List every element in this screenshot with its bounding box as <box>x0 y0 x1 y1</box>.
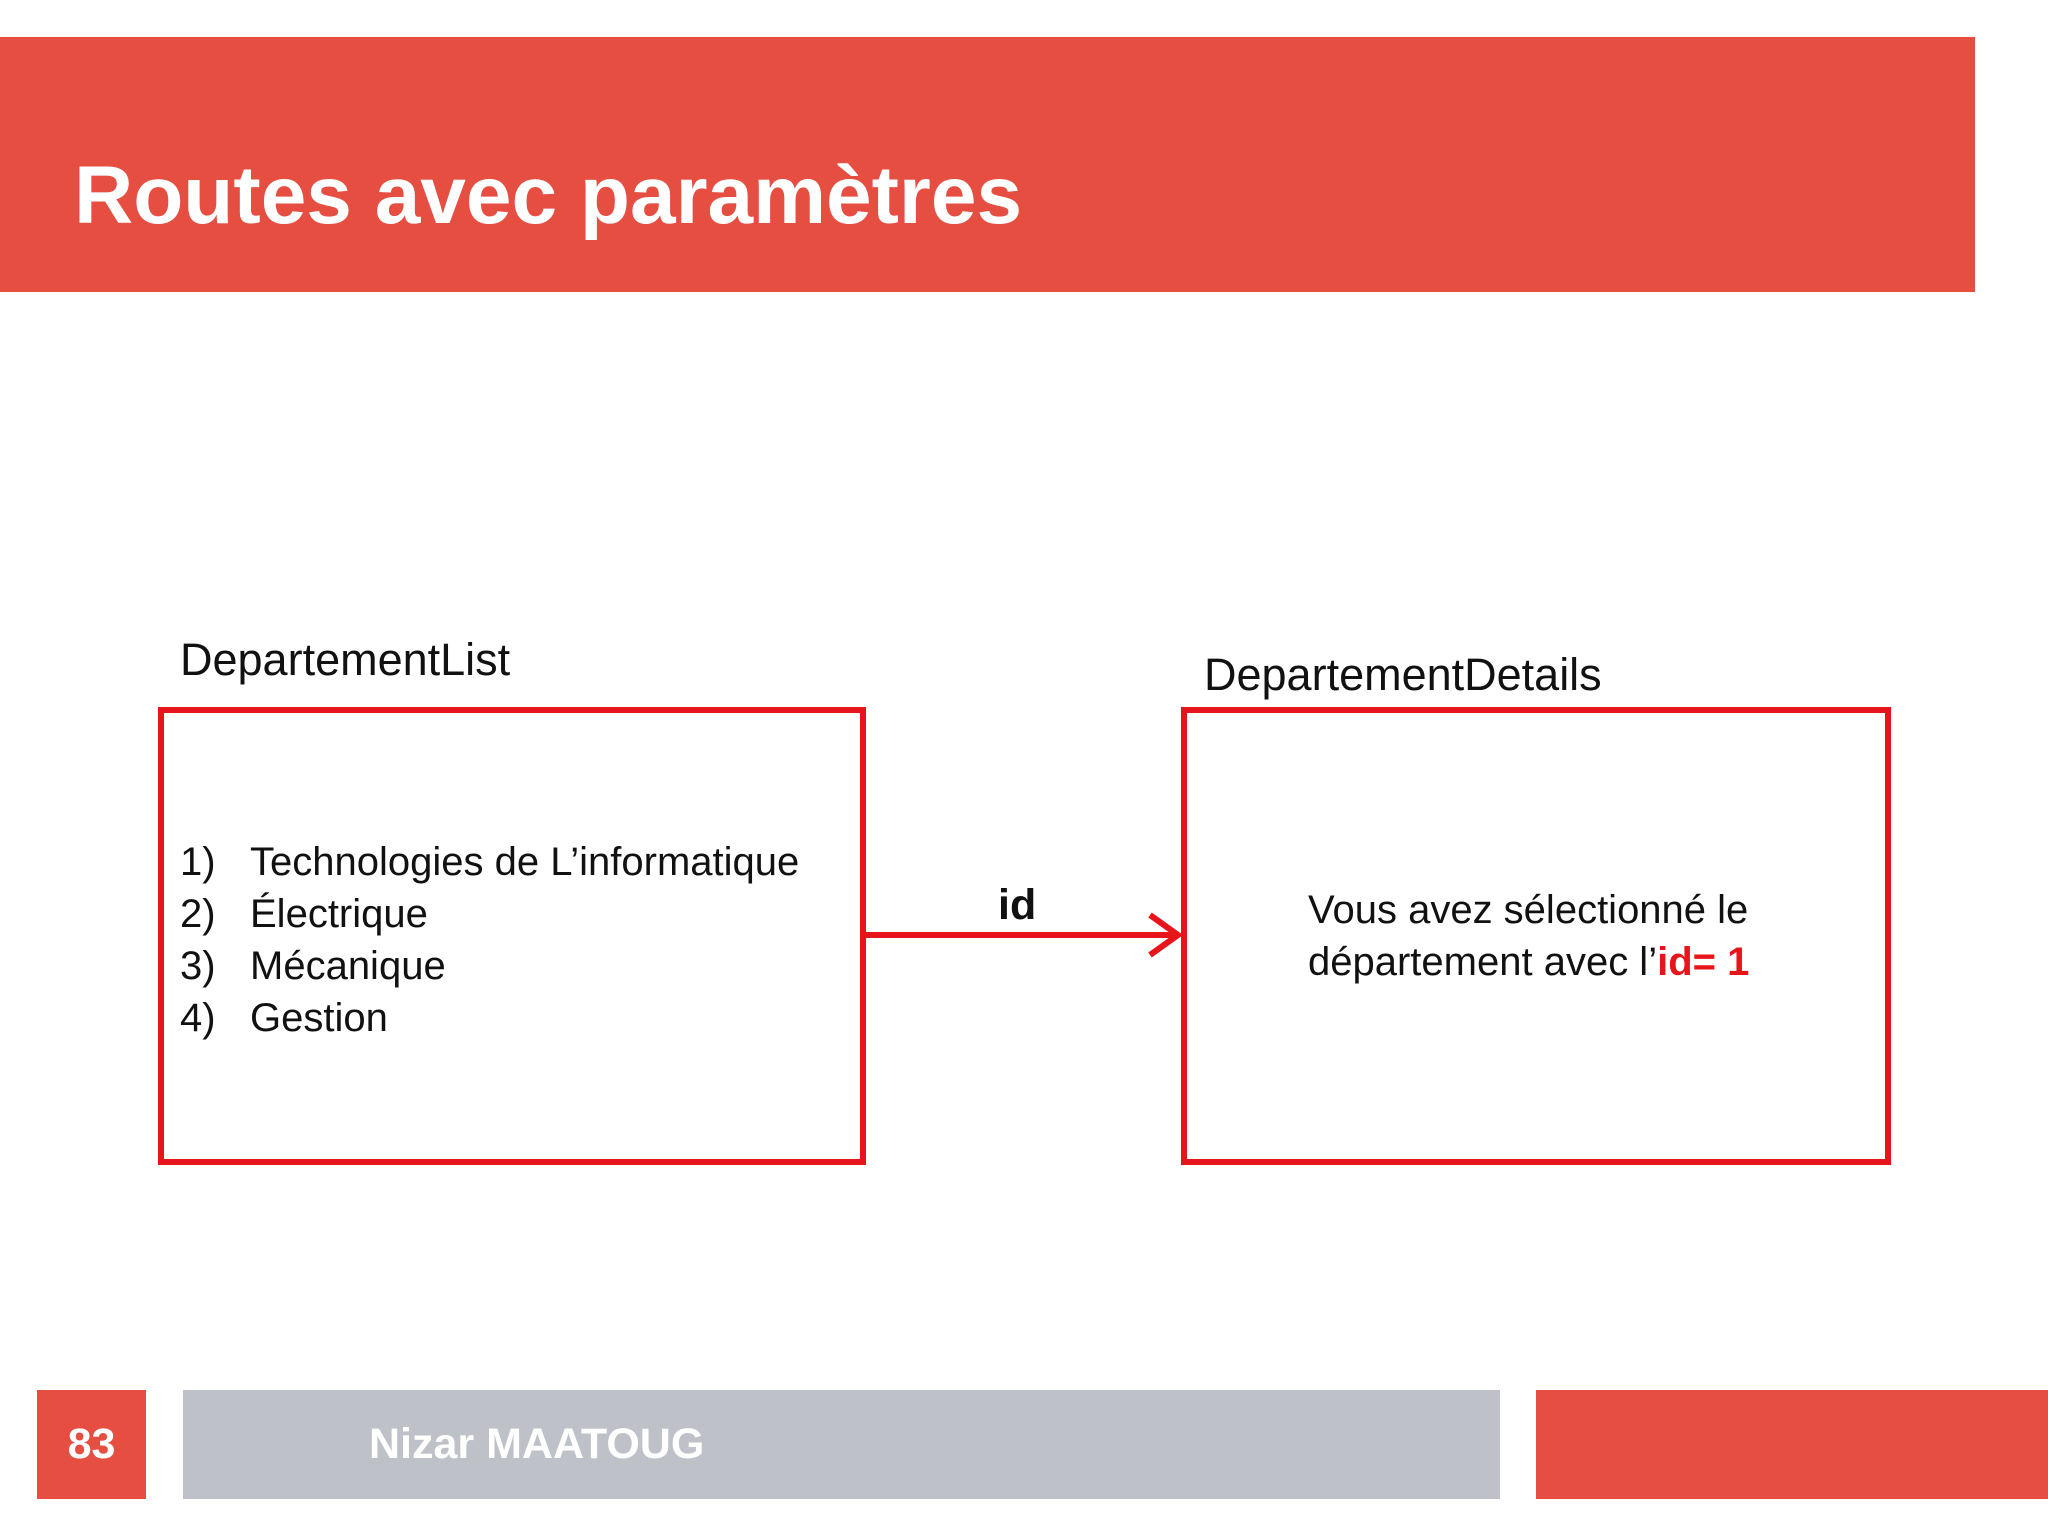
footer-accent-bar <box>1536 1390 2048 1499</box>
list-item-text: Technologies de L’informatique <box>250 840 800 884</box>
list-item <box>180 992 799 1044</box>
list-item <box>180 888 799 940</box>
list-item <box>180 836 799 888</box>
list-item-number: 2) <box>180 892 216 936</box>
list-item-text: Mécanique <box>250 944 446 988</box>
details-line-2 <box>1308 936 1749 988</box>
list-item <box>180 940 799 992</box>
departement-list <box>180 836 799 1044</box>
list-item-number: 1) <box>180 840 216 884</box>
list-item-text: Gestion <box>250 996 388 1040</box>
details-message <box>1308 884 1749 988</box>
id-highlight: id= 1 <box>1657 940 1750 984</box>
list-item-text: Électrique <box>250 892 428 936</box>
page-number: 83 <box>67 1420 116 1468</box>
departement-list-label: DepartementList <box>180 634 511 685</box>
slide-title: Routes avec paramètres <box>74 150 1023 241</box>
departement-details-label: DepartementDetails <box>1204 649 1602 700</box>
details-line-2-text: département avec l’ <box>1308 940 1658 984</box>
list-item-number: 3) <box>180 944 216 988</box>
footer-author: Nizar MAATOUG <box>369 1420 705 1468</box>
arrow-label: id <box>998 881 1037 929</box>
details-line-1: Vous avez sélectionné le <box>1308 888 1749 932</box>
list-item-number: 4) <box>180 996 216 1040</box>
